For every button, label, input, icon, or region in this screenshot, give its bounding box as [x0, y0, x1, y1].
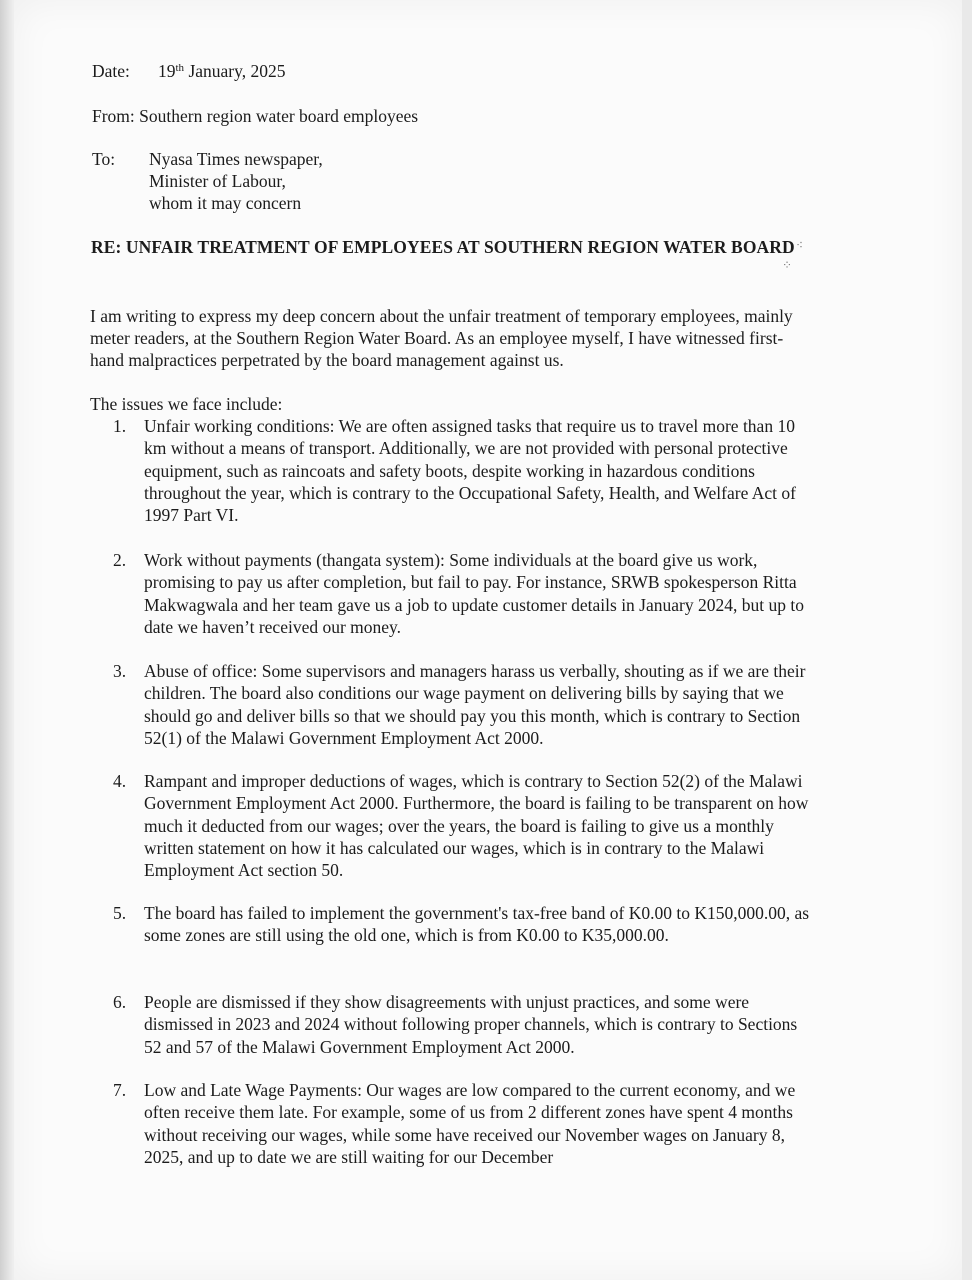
intro-paragraph: I am writing to express my deep concern about the unfair treatment of temporary employees, mainly meter readers, at the Southern Region Water Board. As an employee myself, I have witnessed first-hand malpractices perpetrated by the board management against us. [90, 306, 793, 370]
recipient: Minister of Labour, [149, 171, 286, 191]
item-text: Rampant and improper deductions of wages, which is contrary to Section 52(2) of the Malawi Government Employment Act 2000. Furthermore, the board is failing to be transparent on how much it deducted from our wages; over the years, the board is failing to give us a monthly written statement on how it has calculated our wages, which is in contrary to the Malawi Employment Act section 50. [144, 771, 809, 881]
subject-line: RE: UNFAIR TREATMENT OF EMPLOYEES AT SOUTHERN REGION WATER BOARD [91, 237, 795, 257]
to-recipients [149, 148, 323, 214]
date-line [92, 60, 285, 82]
recipient: Nyasa Times newspaper, [149, 149, 323, 169]
from-value: Southern region water board employees [139, 106, 419, 126]
to-label: To: [92, 149, 116, 169]
item-number: 6. [113, 992, 127, 1012]
issues-intro: The issues we face include: [90, 394, 283, 414]
date-label: Date: [92, 61, 130, 81]
date-value: January, 2025 [188, 61, 286, 81]
item-text: People are dismissed if they show disagreements with unjust practices, and some were dismissed in 2023 and 2024 without following proper channels, which is contrary to Sections 52 and 57 of the Malawi Government Employment Act 2000. [144, 992, 798, 1057]
date-day: 19 [158, 61, 176, 81]
item-text: Unfair working conditions: We are often assigned tasks that require us to travel more than 10 km without a means of transport. Additionally, we are not provided with personal protective equipment, such as raincoats and safety boots, despite working in hazardous conditions throughout the year, which is contrary to the Occupational Safety, Health, and Welfare Act of 1997 Part VI. [144, 416, 796, 526]
item-text: Work without payments (thangata system): Some individuals at the board give us work, promising to pay us after completion, but fail to pay. For instance, SRWB spokesperson Ritta Makwagwala and her team gave us a job to update customer details in January 2024, but up to date we haven’t received our money. [144, 550, 804, 637]
item-text: Abuse of office: Some supervisors and managers harass us verbally, shouting as if we are their children. The board also conditions our wage payment on delivering bills by saying that we should go and deliver bills so that we should pay you this month, which is contrary to Section 52(1) of the Malawi Government Employment Act 2000. [144, 661, 806, 748]
item-text: Low and Late Wage Payments: Our wages are low compared to the current economy, and we often receive them late. For example, some of us from 2 different zones have spent 4 months without receiving our wages, while some have received our November wages on January 8, 2025, and up to date we are still waiting for our December [144, 1080, 796, 1167]
date-suffix: th [175, 62, 185, 74]
item-number: 1. [113, 416, 127, 436]
ink-speck: ⁖ [796, 238, 804, 252]
item-number: 7. [113, 1080, 127, 1100]
item-number: 5. [113, 903, 127, 923]
ink-speck: ⁘ [782, 258, 793, 272]
from-label: From: [92, 106, 135, 126]
item-text: The board has failed to implement the government's tax-free band of K0.00 to K150,000.00, as some zones are still using the old one, which is from K0.00 to K35,000.00. [144, 903, 810, 946]
from-line [92, 105, 418, 127]
item-number: 4. [113, 771, 127, 791]
item-number: 3. [113, 661, 127, 681]
recipient: whom it may concern [149, 193, 302, 213]
item-number: 2. [113, 550, 127, 570]
